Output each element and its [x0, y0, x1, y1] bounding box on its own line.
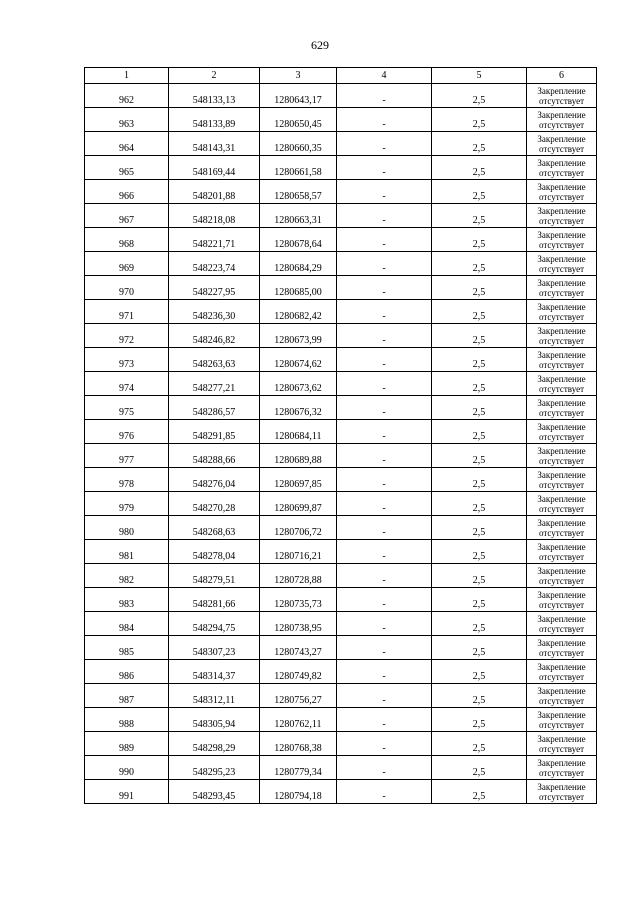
column-5-value-cell: 2,5 — [432, 108, 527, 132]
fixing-note-cell: Закрепление отсутствует — [527, 780, 597, 804]
point-number-cell: 980 — [85, 516, 169, 540]
column-4-value-cell: - — [337, 396, 432, 420]
x-coordinate-cell: 548277,21 — [169, 372, 260, 396]
column-4-value-cell: - — [337, 252, 432, 276]
column-header-1: 1 — [85, 68, 169, 84]
table-row — [85, 444, 597, 468]
fixing-note-cell: Закрепление отсутствует — [527, 492, 597, 516]
x-coordinate-cell: 548298,29 — [169, 732, 260, 756]
point-number-cell: 989 — [85, 732, 169, 756]
point-number-cell: 974 — [85, 372, 169, 396]
column-5-value-cell: 2,5 — [432, 420, 527, 444]
y-coordinate-cell: 1280658,57 — [260, 180, 337, 204]
y-coordinate-cell: 1280682,42 — [260, 300, 337, 324]
y-coordinate-cell: 1280706,72 — [260, 516, 337, 540]
point-number-cell: 983 — [85, 588, 169, 612]
column-4-value-cell: - — [337, 468, 432, 492]
fixing-note-cell: Закрепление отсутствует — [527, 180, 597, 204]
x-coordinate-cell: 548223,74 — [169, 252, 260, 276]
column-5-value-cell: 2,5 — [432, 492, 527, 516]
fixing-note-cell: Закрепление отсутствует — [527, 612, 597, 636]
column-5-value-cell: 2,5 — [432, 252, 527, 276]
point-number-cell: 990 — [85, 756, 169, 780]
column-4-value-cell: - — [337, 612, 432, 636]
y-coordinate-cell: 1280697,85 — [260, 468, 337, 492]
table-row — [85, 564, 597, 588]
x-coordinate-cell: 548133,13 — [169, 84, 260, 108]
fixing-note-cell: Закрепление отсутствует — [527, 564, 597, 588]
x-coordinate-cell: 548307,23 — [169, 636, 260, 660]
fixing-note-cell: Закрепление отсутствует — [527, 132, 597, 156]
column-4-value-cell: - — [337, 516, 432, 540]
point-number-cell: 962 — [85, 84, 169, 108]
table-row — [85, 396, 597, 420]
y-coordinate-cell: 1280661,58 — [260, 156, 337, 180]
table-row — [85, 108, 597, 132]
fixing-note-cell: Закрепление отсутствует — [527, 324, 597, 348]
x-coordinate-cell: 548286,57 — [169, 396, 260, 420]
column-4-value-cell: - — [337, 444, 432, 468]
column-header-4: 4 — [337, 68, 432, 84]
x-coordinate-cell: 548279,51 — [169, 564, 260, 588]
column-4-value-cell: - — [337, 372, 432, 396]
table-header — [85, 68, 597, 84]
x-coordinate-cell: 548270,28 — [169, 492, 260, 516]
point-number-cell: 991 — [85, 780, 169, 804]
column-4-value-cell: - — [337, 276, 432, 300]
column-4-value-cell: - — [337, 228, 432, 252]
point-number-cell: 984 — [85, 612, 169, 636]
column-4-value-cell: - — [337, 348, 432, 372]
column-5-value-cell: 2,5 — [432, 228, 527, 252]
column-4-value-cell: - — [337, 300, 432, 324]
column-5-value-cell: 2,5 — [432, 396, 527, 420]
fixing-note-cell: Закрепление отсутствует — [527, 420, 597, 444]
point-number-cell: 973 — [85, 348, 169, 372]
column-5-value-cell: 2,5 — [432, 180, 527, 204]
table-row — [85, 420, 597, 444]
fixing-note-cell: Закрепление отсутствует — [527, 684, 597, 708]
table-row — [85, 516, 597, 540]
point-number-cell: 975 — [85, 396, 169, 420]
x-coordinate-cell: 548246,82 — [169, 324, 260, 348]
column-5-value-cell: 2,5 — [432, 708, 527, 732]
x-coordinate-cell: 548268,63 — [169, 516, 260, 540]
point-number-cell: 966 — [85, 180, 169, 204]
column-5-value-cell: 2,5 — [432, 540, 527, 564]
column-5-value-cell: 2,5 — [432, 300, 527, 324]
table-row — [85, 156, 597, 180]
point-number-cell: 971 — [85, 300, 169, 324]
table-row — [85, 252, 597, 276]
fixing-note-cell: Закрепление отсутствует — [527, 540, 597, 564]
column-5-value-cell: 2,5 — [432, 324, 527, 348]
table-row — [85, 732, 597, 756]
table-row — [85, 228, 597, 252]
x-coordinate-cell: 548278,04 — [169, 540, 260, 564]
y-coordinate-cell: 1280684,29 — [260, 252, 337, 276]
column-5-value-cell: 2,5 — [432, 348, 527, 372]
column-4-value-cell: - — [337, 660, 432, 684]
table-row — [85, 348, 597, 372]
column-5-value-cell: 2,5 — [432, 516, 527, 540]
table-row — [85, 324, 597, 348]
y-coordinate-cell: 1280676,32 — [260, 396, 337, 420]
column-4-value-cell: - — [337, 132, 432, 156]
column-5-value-cell: 2,5 — [432, 588, 527, 612]
x-coordinate-cell: 548201,88 — [169, 180, 260, 204]
table-row — [85, 636, 597, 660]
y-coordinate-cell: 1280716,21 — [260, 540, 337, 564]
column-4-value-cell: - — [337, 588, 432, 612]
table-row — [85, 468, 597, 492]
fixing-note-cell: Закрепление отсутствует — [527, 300, 597, 324]
table-row — [85, 780, 597, 804]
point-number-cell: 977 — [85, 444, 169, 468]
point-number-cell: 964 — [85, 132, 169, 156]
point-number-cell: 970 — [85, 276, 169, 300]
column-5-value-cell: 2,5 — [432, 84, 527, 108]
column-5-value-cell: 2,5 — [432, 684, 527, 708]
point-number-cell: 979 — [85, 492, 169, 516]
point-number-cell: 981 — [85, 540, 169, 564]
column-4-value-cell: - — [337, 84, 432, 108]
fixing-note-cell: Закрепление отсутствует — [527, 84, 597, 108]
y-coordinate-cell: 1280685,00 — [260, 276, 337, 300]
y-coordinate-cell: 1280674,62 — [260, 348, 337, 372]
fixing-note-cell: Закрепление отсутствует — [527, 276, 597, 300]
x-coordinate-cell: 548276,04 — [169, 468, 260, 492]
x-coordinate-cell: 548312,11 — [169, 684, 260, 708]
y-coordinate-cell: 1280779,34 — [260, 756, 337, 780]
table-row — [85, 588, 597, 612]
column-4-value-cell: - — [337, 780, 432, 804]
column-5-value-cell: 2,5 — [432, 564, 527, 588]
column-header-6: 6 — [527, 68, 597, 84]
fixing-note-cell: Закрепление отсутствует — [527, 348, 597, 372]
fixing-note-cell: Закрепление отсутствует — [527, 660, 597, 684]
column-5-value-cell: 2,5 — [432, 468, 527, 492]
y-coordinate-cell: 1280660,35 — [260, 132, 337, 156]
column-4-value-cell: - — [337, 756, 432, 780]
y-coordinate-cell: 1280768,38 — [260, 732, 337, 756]
point-number-cell: 978 — [85, 468, 169, 492]
table-row — [85, 612, 597, 636]
x-coordinate-cell: 548293,45 — [169, 780, 260, 804]
table-row — [85, 180, 597, 204]
table-row — [85, 660, 597, 684]
point-number-cell: 985 — [85, 636, 169, 660]
y-coordinate-cell: 1280756,27 — [260, 684, 337, 708]
x-coordinate-cell: 548227,95 — [169, 276, 260, 300]
column-5-value-cell: 2,5 — [432, 780, 527, 804]
column-5-value-cell: 2,5 — [432, 276, 527, 300]
y-coordinate-cell: 1280678,64 — [260, 228, 337, 252]
column-header-2: 2 — [169, 68, 260, 84]
x-coordinate-cell: 548133,89 — [169, 108, 260, 132]
x-coordinate-cell: 548294,75 — [169, 612, 260, 636]
fixing-note-cell: Закрепление отсутствует — [527, 636, 597, 660]
column-5-value-cell: 2,5 — [432, 636, 527, 660]
fixing-note-cell: Закрепление отсутствует — [527, 372, 597, 396]
y-coordinate-cell: 1280643,17 — [260, 84, 337, 108]
point-number-cell: 969 — [85, 252, 169, 276]
x-coordinate-cell: 548291,85 — [169, 420, 260, 444]
y-coordinate-cell: 1280699,87 — [260, 492, 337, 516]
x-coordinate-cell: 548221,71 — [169, 228, 260, 252]
column-4-value-cell: - — [337, 684, 432, 708]
column-5-value-cell: 2,5 — [432, 756, 527, 780]
x-coordinate-cell: 548295,23 — [169, 756, 260, 780]
column-4-value-cell: - — [337, 540, 432, 564]
fixing-note-cell: Закрепление отсутствует — [527, 516, 597, 540]
table-row — [85, 756, 597, 780]
fixing-note-cell: Закрепление отсутствует — [527, 444, 597, 468]
column-4-value-cell: - — [337, 564, 432, 588]
y-coordinate-cell: 1280673,62 — [260, 372, 337, 396]
table-row — [85, 684, 597, 708]
column-5-value-cell: 2,5 — [432, 732, 527, 756]
page-number: 629 — [311, 38, 329, 52]
point-number-cell: 968 — [85, 228, 169, 252]
table-row — [85, 492, 597, 516]
y-coordinate-cell: 1280794,18 — [260, 780, 337, 804]
fixing-note-cell: Закрепление отсутствует — [527, 228, 597, 252]
y-coordinate-cell: 1280650,45 — [260, 108, 337, 132]
fixing-note-cell: Закрепление отсутствует — [527, 756, 597, 780]
x-coordinate-cell: 548169,44 — [169, 156, 260, 180]
table-row — [85, 204, 597, 228]
point-number-cell: 972 — [85, 324, 169, 348]
point-number-cell: 986 — [85, 660, 169, 684]
fixing-note-cell: Закрепление отсутствует — [527, 732, 597, 756]
x-coordinate-cell: 548236,30 — [169, 300, 260, 324]
fixing-note-cell: Закрепление отсутствует — [527, 204, 597, 228]
column-5-value-cell: 2,5 — [432, 132, 527, 156]
fixing-note-cell: Закрепление отсутствует — [527, 468, 597, 492]
table-row — [85, 372, 597, 396]
y-coordinate-cell: 1280743,27 — [260, 636, 337, 660]
column-4-value-cell: - — [337, 732, 432, 756]
column-4-value-cell: - — [337, 156, 432, 180]
y-coordinate-cell: 1280735,73 — [260, 588, 337, 612]
header-row — [85, 68, 597, 84]
point-number-cell: 982 — [85, 564, 169, 588]
column-5-value-cell: 2,5 — [432, 372, 527, 396]
y-coordinate-cell: 1280663,31 — [260, 204, 337, 228]
point-number-cell: 963 — [85, 108, 169, 132]
column-4-value-cell: - — [337, 492, 432, 516]
y-coordinate-cell: 1280689,88 — [260, 444, 337, 468]
y-coordinate-cell: 1280684,11 — [260, 420, 337, 444]
point-number-cell: 988 — [85, 708, 169, 732]
column-4-value-cell: - — [337, 204, 432, 228]
table-row — [85, 276, 597, 300]
fixing-note-cell: Закрепление отсутствует — [527, 588, 597, 612]
fixing-note-cell: Закрепление отсутствует — [527, 708, 597, 732]
point-number-cell: 987 — [85, 684, 169, 708]
x-coordinate-cell: 548263,63 — [169, 348, 260, 372]
column-5-value-cell: 2,5 — [432, 660, 527, 684]
y-coordinate-cell: 1280673,99 — [260, 324, 337, 348]
column-4-value-cell: - — [337, 108, 432, 132]
x-coordinate-cell: 548143,31 — [169, 132, 260, 156]
column-4-value-cell: - — [337, 324, 432, 348]
column-4-value-cell: - — [337, 180, 432, 204]
table-row — [85, 540, 597, 564]
point-number-cell: 967 — [85, 204, 169, 228]
y-coordinate-cell: 1280738,95 — [260, 612, 337, 636]
fixing-note-cell: Закрепление отсутствует — [527, 108, 597, 132]
column-4-value-cell: - — [337, 636, 432, 660]
table-row — [85, 300, 597, 324]
table-body — [85, 84, 597, 804]
fixing-note-cell: Закрепление отсутствует — [527, 396, 597, 420]
y-coordinate-cell: 1280728,88 — [260, 564, 337, 588]
column-5-value-cell: 2,5 — [432, 444, 527, 468]
y-coordinate-cell: 1280749,82 — [260, 660, 337, 684]
column-header-5: 5 — [432, 68, 527, 84]
x-coordinate-cell: 548305,94 — [169, 708, 260, 732]
table-row — [85, 708, 597, 732]
column-5-value-cell: 2,5 — [432, 612, 527, 636]
coordinates-table — [84, 67, 597, 804]
column-4-value-cell: - — [337, 708, 432, 732]
column-4-value-cell: - — [337, 420, 432, 444]
x-coordinate-cell: 548281,66 — [169, 588, 260, 612]
point-number-cell: 965 — [85, 156, 169, 180]
x-coordinate-cell: 548314,37 — [169, 660, 260, 684]
y-coordinate-cell: 1280762,11 — [260, 708, 337, 732]
x-coordinate-cell: 548288,66 — [169, 444, 260, 468]
table-row — [85, 84, 597, 108]
column-header-3: 3 — [260, 68, 337, 84]
table-row — [85, 132, 597, 156]
fixing-note-cell: Закрепление отсутствует — [527, 156, 597, 180]
column-5-value-cell: 2,5 — [432, 156, 527, 180]
point-number-cell: 976 — [85, 420, 169, 444]
x-coordinate-cell: 548218,08 — [169, 204, 260, 228]
fixing-note-cell: Закрепление отсутствует — [527, 252, 597, 276]
column-5-value-cell: 2,5 — [432, 204, 527, 228]
